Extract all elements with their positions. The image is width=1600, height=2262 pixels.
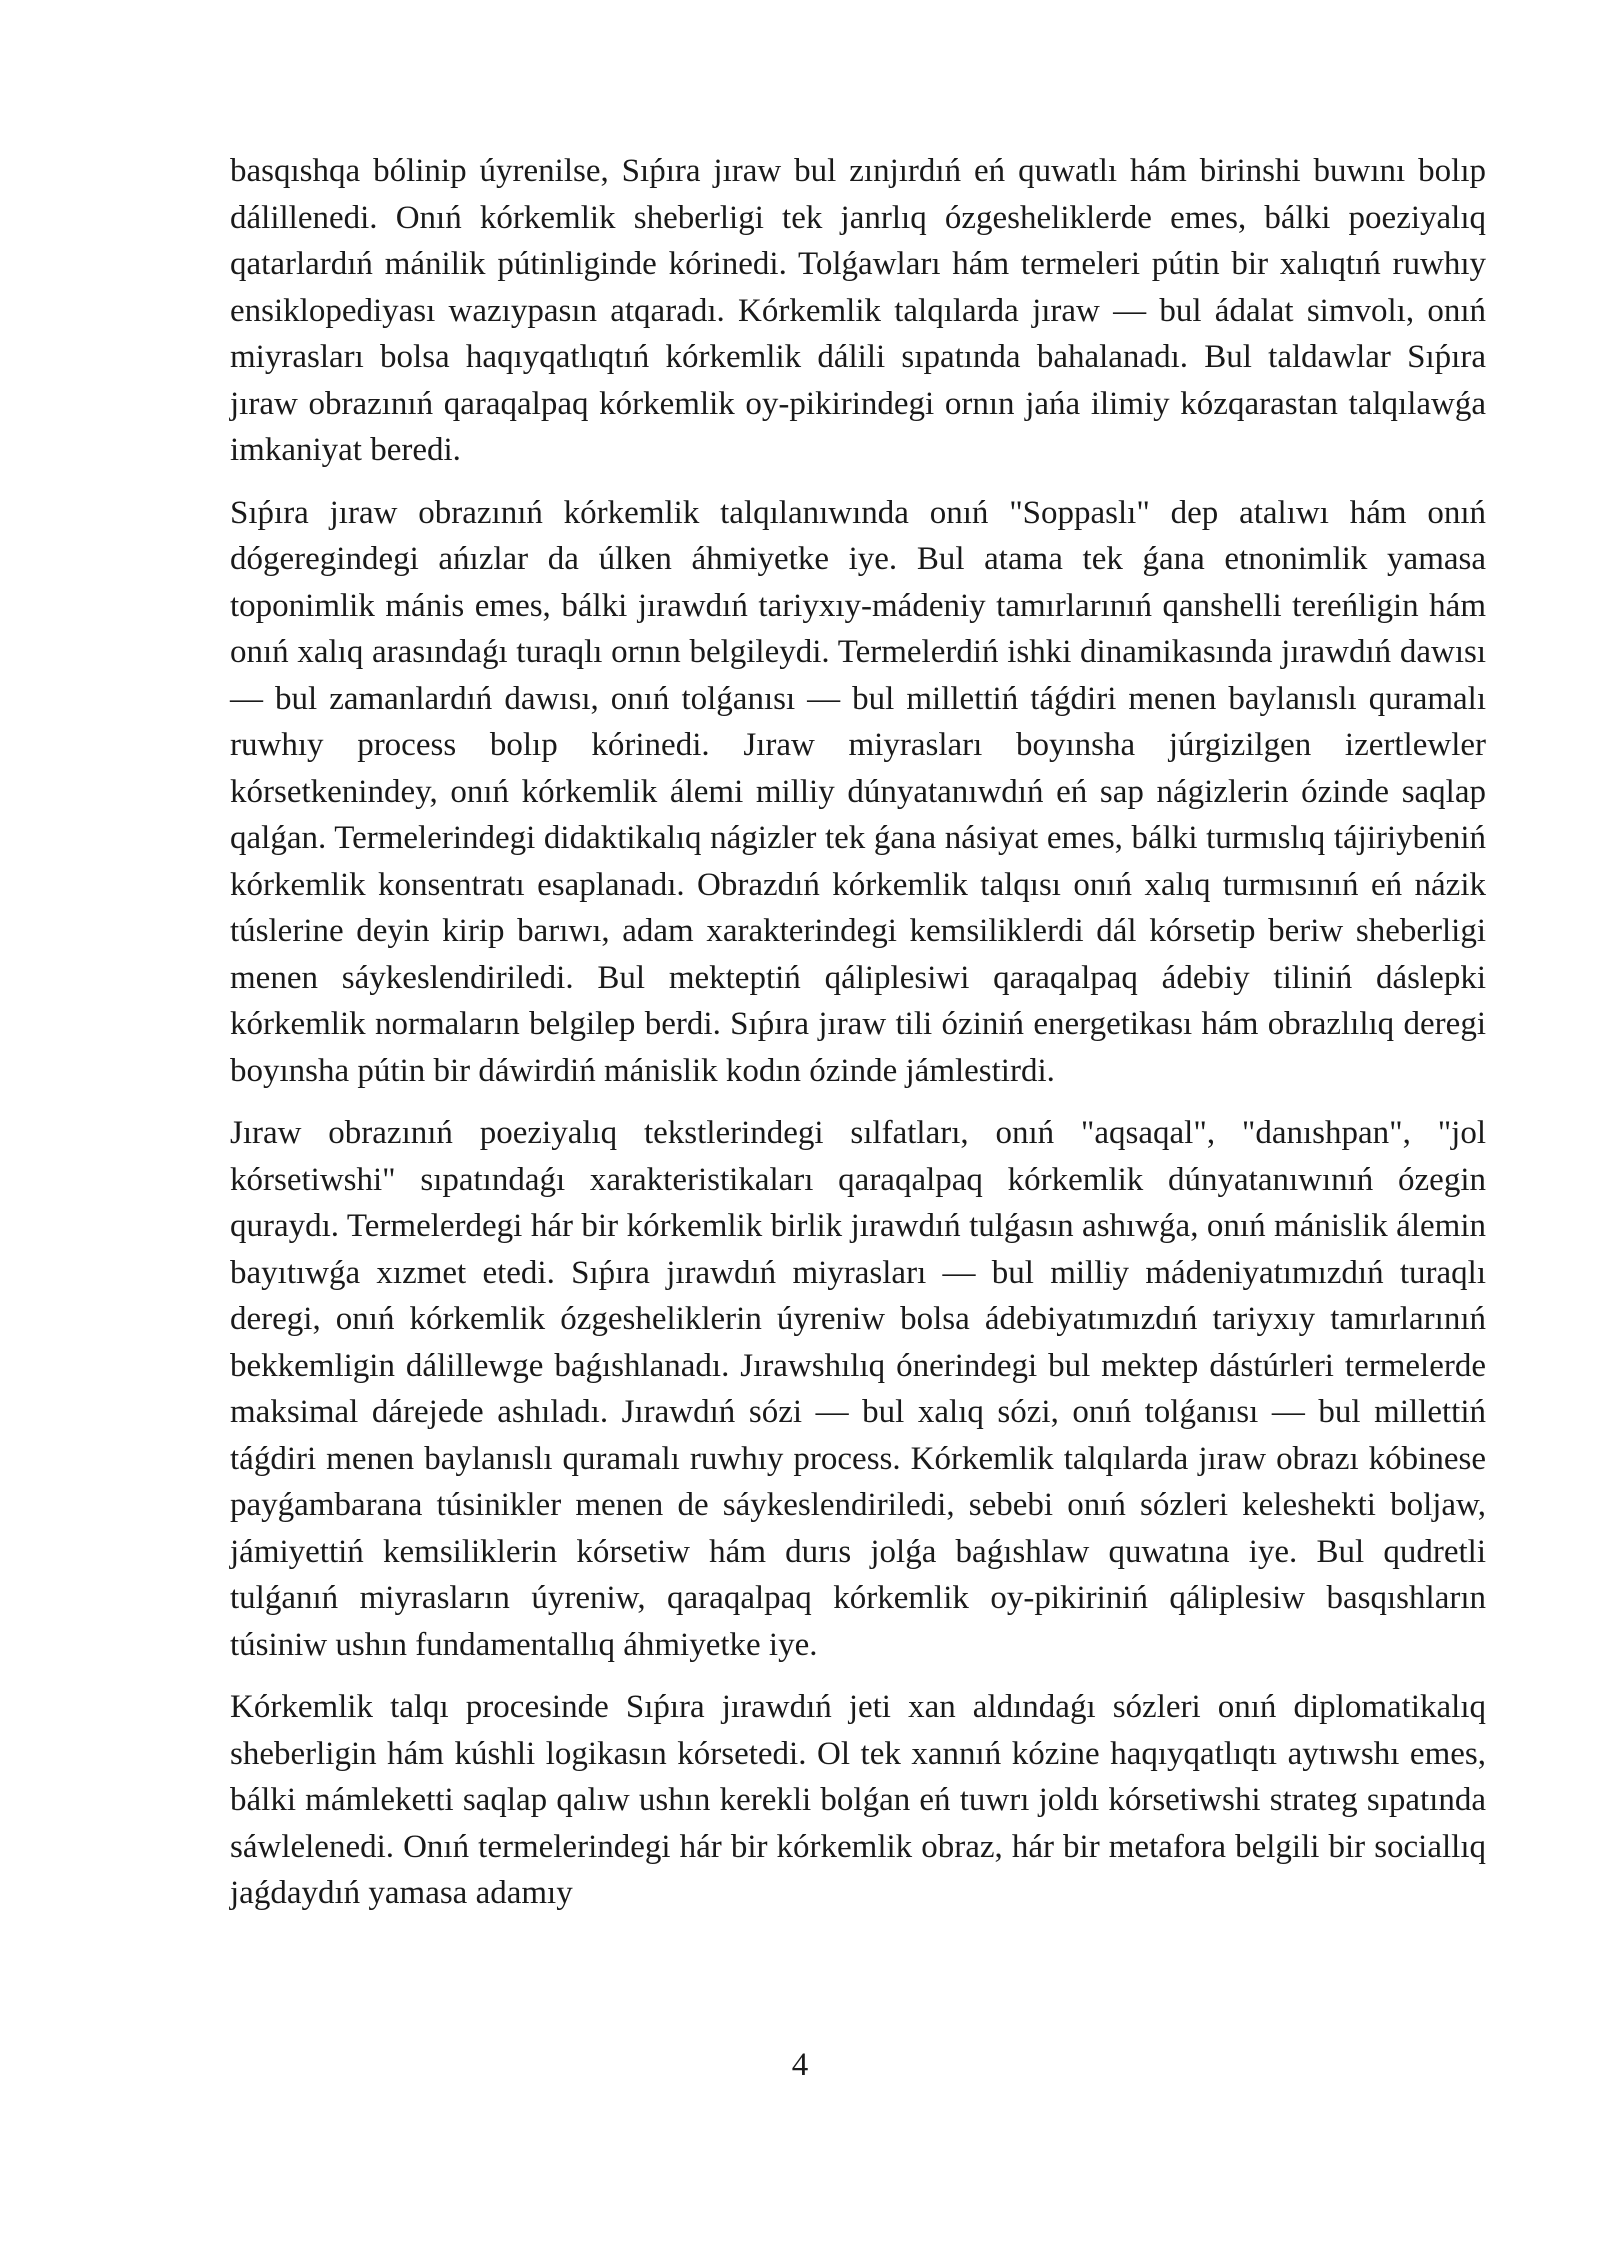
document-body <box>230 148 1486 1933</box>
paragraph-4: Kórkemlik talqı procesinde Sıṕıra jırawdıń jeti xan aldındaǵı sózleri onıń diplomatikalıq sheberligin hám kúshli logikasın kórsetedi. Ol tek xannıń kózine haqıyqatlıqtı aytıwshı emes, bálki mámleketti saqlap qalıw ushın kerekli bolǵan eń tuwrı joldı kórsetiwshi strateg sıpatında sáwlelenedi. Onıń termelerindegi hár bir kórkemlik obraz, hár bir metafora belgili bir sociallıq jaǵdaydıń yamasa adamıy <box>230 1689 1486 1911</box>
paragraph-2: Sıṕıra jıraw obrazınıń kórkemlik talqılanıwında onıń "Soppaslı" dep atalıwı hám onıń dógeregindegi ańızlar da úlken áhmiyetke iye. Bul atama tek ǵana etnonimlik yamasa toponimlik mánis emes, bálki jırawdıń tariyxıy-mádeniy tamırlarınıń qanshelli tereńligin hám onıń xalıq arasındaǵı turaqlı ornın belgileydi. Termelerdiń ishki dinamikasında jırawdıń dawısı — bul zamanlardıń dawısı, onıń tolǵanısı — bul millettiń táǵdiri menen baylanıslı quramalı ruwhıy process bolıp kórinedi. Jıraw miyrasları boyınsha júrgizilgen izertlewler kórsetkenindey, onıń kórkemlik álemi milliy dúnyatanıwdıń eń sap nágizlerin ózinde saqlap qalǵan. Termelerindegi didaktikalıq nágizler tek ǵana násiyat emes, bálki turmıslıq tájiriybeniń kórkemlik konsentratı esaplanadı. Obrazdıń kórkemlik talqısı onıń xalıq turmısınıń eń názik túslerine deyin kirip barıwı, adam xarakterindegi kemsiliklerdi dál kórsetip beriw sheberligi menen sáykeslendiriledi. Bul mekteptiń qáliplesiwi qaraqalpaq ádebiy tiliniń dáslepki kórkemlik normaların belgilep berdi. Sıṕıra jıraw tili óziniń energetikası hám obrazlılıq deregi boyınsha pútin bir dáwirdiń mánislik kodın ózinde jámlestirdi. <box>230 494 1486 1089</box>
paragraph-1: basqıshqa bólinip úyrenilse, Sıṕıra jıraw bul zınjırdıń eń quwatlı hám birinshi buwını bolıp dálillenedi. Onıń kórkemlik sheberligi tek janrlıq ózgesheliklerde emes, bálki poeziyalıq qatarlardıń mánilik pútinliginde kórinedi. Tolǵawları hám termeleri pútin bir xalıqtıń ruwhıy ensiklopediyası wazıypasın atqaradı. Kórkemlik talqılarda jıraw — bul ádalat simvolı, onıń miyrasları bolsa haqıyqatlıqtıń kórkemlik dálili sıpatında bahalanadı. Bul taldawlar Sıṕıra jıraw obrazınıń qaraqalpaq kórkemlik oy-pikirindegi ornın jańa ilimiy kózqarastan talqılawǵa imkaniyat beredi. <box>230 153 1486 468</box>
page-number: 4 <box>791 2047 809 2083</box>
paragraph-3: Jıraw obrazınıń poeziyalıq tekstlerindegi sılfatları, onıń "aqsaqal", "danıshpan", "jol kórsetiwshi" sıpatındaǵı xarakteristikaları qaraqalpaq kórkemlik dúnyatanıwınıń ózegin quraydı. Termelerdegi hár bir kórkemlik birlik jırawdıń tulǵasın ashıwǵa, onıń mánislik álemin bayıtıwǵa xızmet etedi. Sıṕıra jırawdıń miyrasları — bul milliy mádeniyatımızdıń turaqlı deregi, onıń kórkemlik ózgesheliklerin úyreniw bolsa ádebiyatımızdıń tariyxıy tamırlarınıń bekkemligin dálillewge baǵıshlanadı. Jırawshılıq ónerindegi bul mektep dástúrleri termelerde maksimal dárejede ashıladı. Jırawdıń sózi — bul xalıq sózi, onıń tolǵanısı — bul millettiń táǵdiri menen baylanıslı quramalı ruwhıy process. Kórkemlik talqılarda jıraw obrazı kóbinese payǵambarana túsinikler menen de sáykeslendiriledi, sebebi onıń sózleri keleshekti boljaw, jámiyettiń kemsiliklerin kórsetiw hám durıs jolǵa baǵıshlaw quwatına iye. Bul qudretli tulǵanıń miyrasların úyreniw, qaraqalpaq kórkemlik oy-pikiriniń qáliplesiw basqıshların túsiniw ushın fundamentallıq áhmiyetke iye. <box>230 1115 1486 1663</box>
